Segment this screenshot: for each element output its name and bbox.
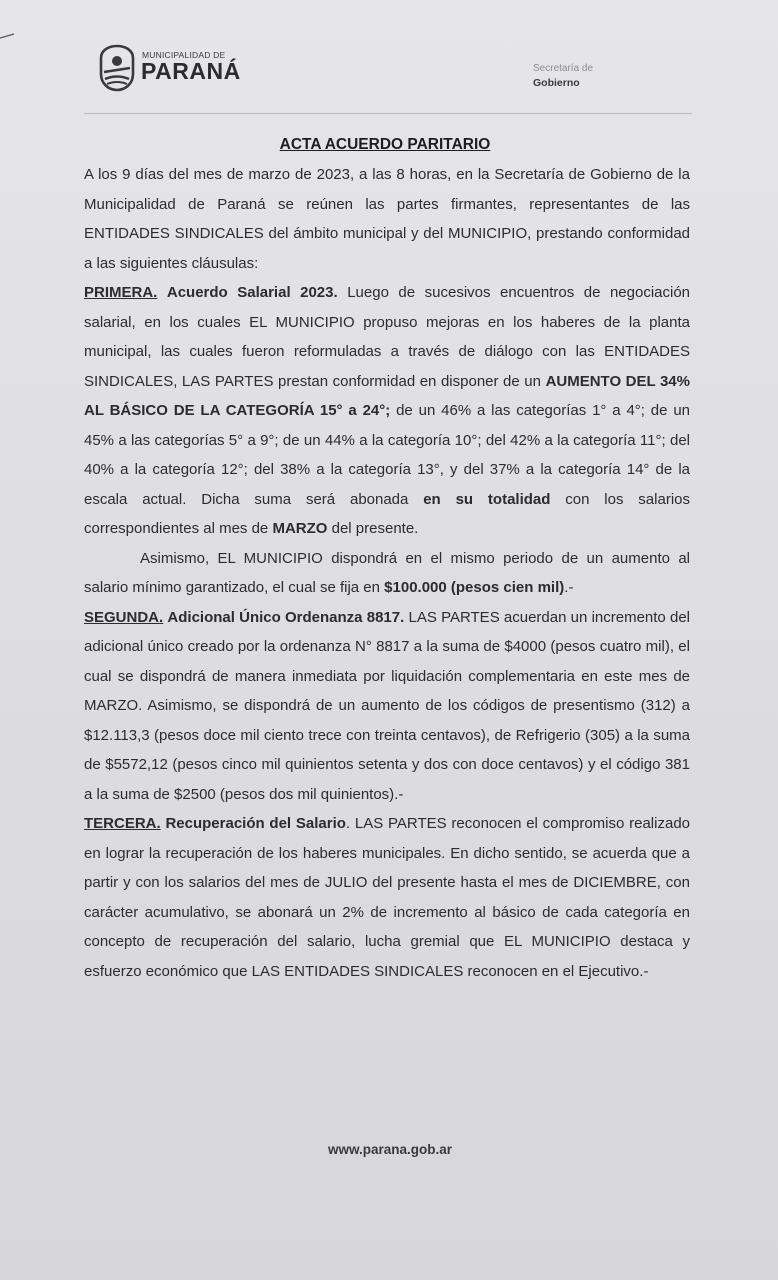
clause-primera-p2-end: .-	[564, 579, 574, 596]
clause-primera-text4: del presente.	[331, 520, 419, 537]
clause-segunda-text: LAS PARTES acuerdan un incremento del adicional único creado por la ordenanza N° 8817 a la suma de $4000 (pesos cuatro mil), el cual se dispondrá de manera inmediata por liquidación complementaria en este mes de MARZO. Asimismo, se dispondrá de un aumento de los códigos de presentismo (312) a $12.113,3 (pesos doce mil ciento trece con treinta centavos), de Refrigerio (305) a la suma de $5572,12 (pesos cinco mil quinientos setenta y dos con doce centavos) y el código 381 a la suma de $2500 (pesos dos mil quinientos).-	[84, 608, 690, 803]
logo-title: PARANÁ	[141, 58, 241, 84]
logo-subtitle: MUNICIPALIDAD DE	[142, 50, 226, 60]
page-edge-mark	[0, 30, 16, 44]
header-divider	[84, 113, 692, 114]
footer-website: www.parana.gob.ar	[327, 1142, 453, 1157]
secretaria-line2: Gobierno	[533, 77, 580, 89]
clause-tercera-text: . LAS PARTES reconocen el compromiso realizado en lograr la recuperación de los haberes municipales. En dicho sentido, se acuerda que a partir y con los salarios del mes de JULIO del presente hasta el mes de DICIEMBRE, con carácter acumulativo, se abonará un 2% de incremento al básico de cada categoría en concepto de recuperación del salario, lucha gremial que EL MUNICIPIO destaca y esfuerzo económico que LAS ENTIDADES SINDICALES reconocen en el Ejecutivo.-	[84, 815, 690, 980]
clause-primera-p2-text: Asimismo, EL MUNICIPIO dispondrá en el mismo periodo de un aumento al salario mínimo garantizado, el cual se fija en	[84, 549, 690, 596]
document-title: ACTA ACUERDO PARITARIO	[279, 136, 491, 153]
secretaria-line1: Secretaría de	[533, 63, 594, 74]
clause-primera-bold1: AUMENTO DEL 34% AL BÁSICO DE LA CATEGORÍA 15° a 24°;	[84, 372, 690, 419]
clause-primera-text3: con los salarios correspondientes al mes de	[84, 490, 690, 537]
clause-segunda	[84, 603, 690, 810]
clause-primera-text1: Luego de sucesivos encuentros de negociación salarial, en los cuales EL MUNICIPIO propuso mejoras en los haberes de la planta municipal, las cuales fueron reformuladas a través de diálogo con las ENTIDADES SINDICALES, LAS PARTES prestan conformidad en disponer de un	[84, 284, 691, 390]
intro-paragraph: A los 9 días del mes de marzo de 2023, a las 8 horas, en la Secretaría de Gobierno de la Municipalidad de Paraná se reúnen las partes firmantes, representantes de las ENTIDADES SINDICALES del ámbito municipal y del MUNICIPIO, prestando conformidad a las siguientes cláusulas:	[84, 166, 690, 272]
clause-tercera	[84, 809, 690, 986]
clause-primera-bold2: en su totalidad	[423, 490, 551, 508]
clause-primera-heading: Acuerdo Salarial 2023.	[166, 284, 338, 301]
clause-primera-bold3: MARZO	[272, 520, 328, 537]
municipality-emblem-icon	[96, 44, 138, 92]
clause-segunda-label: SEGUNDA.	[84, 608, 164, 626]
clause-tercera-label: TERCERA.	[84, 815, 161, 832]
document-body	[84, 160, 690, 986]
clause-primera-paragraph2	[84, 544, 690, 603]
municipality-logo	[96, 44, 246, 96]
clause-primera	[84, 278, 690, 544]
clause-primera-text2: de un 46% a las categorías 1° a 4°; de un 45% a las categorías 5° a 9°; de un 44% a la categoría 10°; del 42% a la categoría 11°; del 40% a la categoría 12°; del 38% a la categoría 13°, y del 37% a la categoría 14° de la escala actual. Dicha suma será abonada	[84, 402, 690, 508]
clause-tercera-heading: Recuperación del Salario	[165, 815, 346, 832]
clause-primera-label: PRIMERA.	[84, 284, 158, 301]
clause-primera-p2-bold: $100.000 (pesos cien mil)	[384, 579, 565, 596]
secretaria-label	[533, 62, 593, 90]
clause-segunda-heading: Adicional Único Ordenanza 8817.	[167, 608, 405, 626]
